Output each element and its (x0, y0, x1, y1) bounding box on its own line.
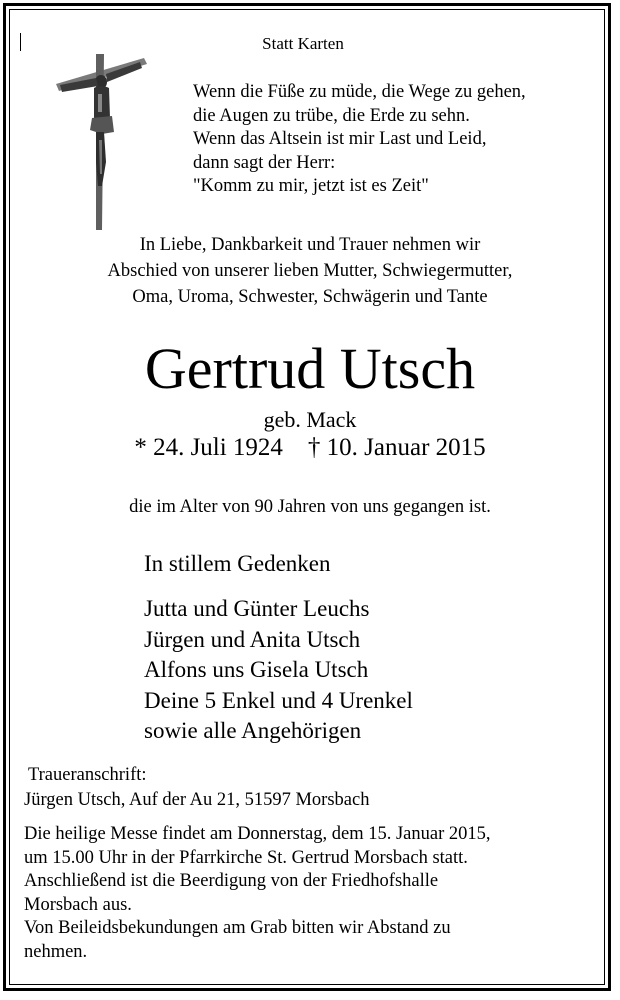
birth-name: geb. Mack (263, 407, 357, 432)
service-line: Morsbach aus. (24, 894, 132, 915)
mourner-name: sowie alle Angehörigen (144, 718, 362, 743)
poem-line: die Augen zu trübe, die Erde zu sehn. (193, 105, 470, 126)
life-dates: * 24. Juli 1924 † 10. Januar 2015 (134, 434, 486, 461)
mourners-list (144, 594, 413, 747)
mourner-name: Jutta und Günter Leuchs (144, 596, 370, 621)
mourner-name: Alfons uns Gisela Utsch (144, 657, 369, 682)
poem-line: Wenn das Altsein ist mir Last und Leid, (193, 129, 487, 149)
address-label: Traueranschrift: (28, 765, 147, 785)
deceased-name: Gertrud Utsch (144, 336, 476, 401)
address-value: Jürgen Utsch, Auf der Au 21, 51597 Morsbach (24, 790, 370, 810)
crucifix-icon (52, 54, 152, 230)
mourner-name: Deine 5 Enkel und 4 Urenkel (144, 687, 413, 713)
service-line: Von Beileidsbekundungen am Grab bitten wir Abstand zu (24, 918, 451, 938)
intro-line: Abschied von unserer lieben Mutter, Schwiegermutter, (107, 261, 513, 281)
service-line: nehmen. (24, 941, 88, 962)
service-notice (24, 823, 491, 964)
poem-line: Wenn die Füße zu müde, die Wege zu gehen, (193, 82, 526, 102)
mourner-name: Jürgen und Anita Utsch (144, 626, 361, 652)
intro-line: Oma, Uroma, Schwester, Schwägerin und Tante (132, 287, 488, 307)
intro-text (0, 232, 620, 310)
memory-heading: In stillem Gedenken (144, 551, 331, 576)
intro-line: In Liebe, Dankbarkeit und Trauer nehmen wir (139, 235, 481, 255)
service-line: Die heilige Messe findet am Donnerstag, dem 15. Januar 2015, (24, 824, 491, 844)
poem (193, 81, 526, 199)
poem-line: dann sagt der Herr: (193, 152, 336, 173)
poem-line: "Komm zu mir, jetzt ist es Zeit" (193, 176, 429, 196)
age-line: die im Alter von 90 Jahren von uns gegangen ist. (129, 497, 491, 517)
statt-karten-heading: Statt Karten (262, 34, 344, 53)
service-line: um 15.00 Uhr in der Pfarrkirche St. Gertrud Morsbach statt. (24, 847, 468, 868)
service-line: Anschließend ist die Beerdigung von der Friedhofshalle (24, 871, 439, 891)
